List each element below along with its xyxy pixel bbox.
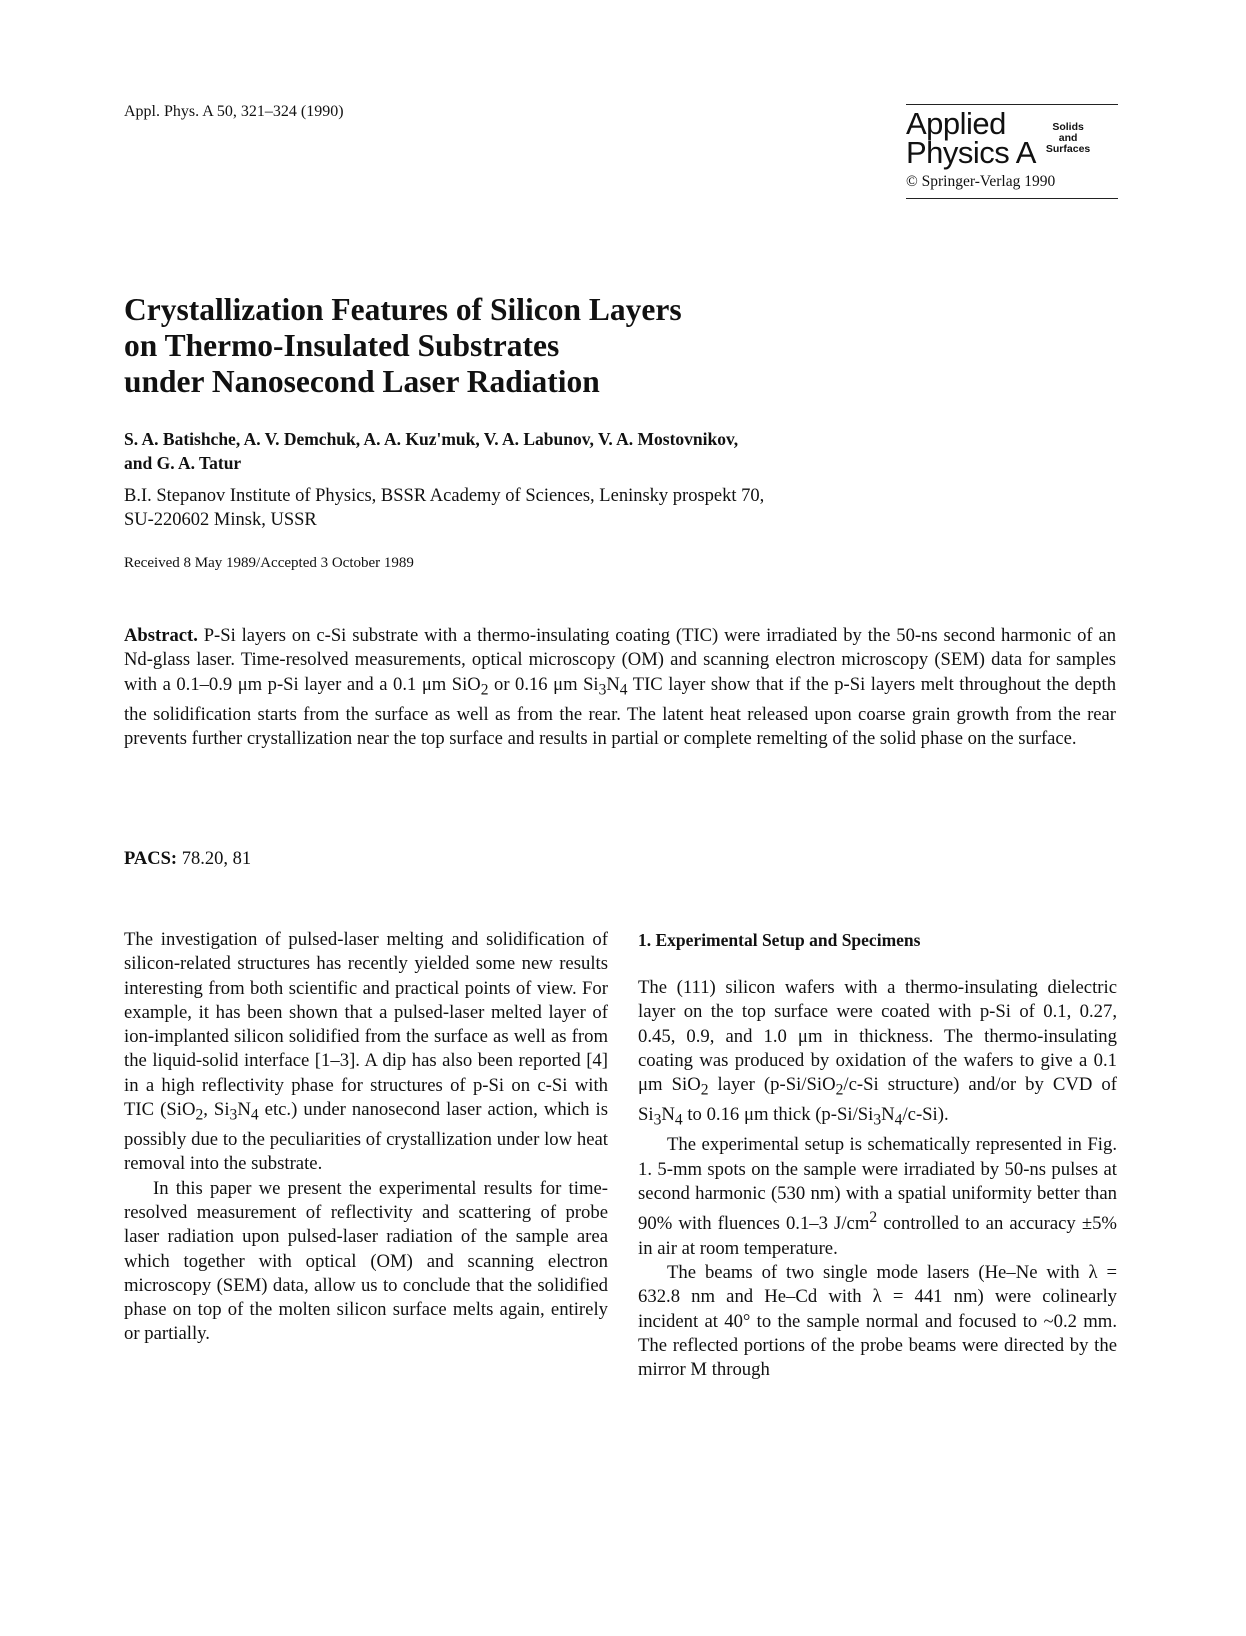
pacs-codes: PACS: 78.20, 81 xyxy=(124,849,252,869)
intro-paragraph-2: In this paper we present the experimental results for time-resolved measurement of reflectivity and scattering of probe laser radiation upon pulsed-laser radiation of the sample area which together with optical (OM) and scanning electron microscopy (SEM) data, allow us to conclude that the solidified phase on top of the molten silicon surface melts again, entirely or partially. xyxy=(124,1177,608,1345)
section-heading: 1. Experimental Setup and Specimens xyxy=(638,930,921,950)
received-date: Received 8 May 1989/Accepted 3 October 1989 xyxy=(124,555,414,571)
journal-logo-title: Applied Physics A xyxy=(906,106,1036,170)
intro-paragraph-1: The investigation of pulsed-laser melting and solidification of silicon-related structures has recently yielded some new results interesting from both scientific and practical points of view. For example, it has been shown that a pulsed-laser melted layer of ion-implanted silicon solidified from the surface as well as from the liquid-solid interface [1–3]. A dip has also been reported [4] in a high reflectivity phase for structures of p-Si on c-Si with TIC (SiO$_2$, $Si_3N_4$ etc.) under nanosecond laser action, which is possibly due to the peculiarities of crystallization under low heat removal into the substrate. xyxy=(124,929,609,1175)
masthead-rule-bottom xyxy=(906,198,1118,199)
copyright-notice: © Springer-Verlag 1990 xyxy=(906,173,1056,190)
author-list: S. A. Batishche, A. V. Demchuk, A. A. Kuz'muk, V. A. Labunov, V. A. Mostovnikov, and G. A. Tatur xyxy=(124,429,739,473)
body-column-left xyxy=(124,928,608,1347)
paper-title: Crystallization Features of Silicon Layers on Thermo-Insulated Substrates under Nanosecond Laser Radiation xyxy=(124,292,682,399)
body-column-right xyxy=(638,928,1117,1382)
journal-citation: Appl. Phys. A 50, 321–324 (1990) xyxy=(124,103,344,120)
setup-paragraph-3: The beams of two single mode lasers (He–Ne with λ = 632.8 nm and He–Cd with λ = 441 nm) were colinearly incident at 40° to the sample normal and focused to ~0.2 mm. The reflected portions of the probe beams were directed by the mirror M through xyxy=(638,1261,1117,1381)
journal-logo xyxy=(906,106,1118,170)
abstract-label: Abstract. xyxy=(124,625,198,646)
affiliation: B.I. Stepanov Institute of Physics, BSSR Academy of Sciences, Leninsky prospekt 70, SU-220602 Minsk, USSR xyxy=(124,486,765,530)
journal-logo-subtitle: Solids and Surfaces xyxy=(1045,120,1091,155)
masthead-rule-top xyxy=(906,104,1118,105)
abstract: Abstract. P-Si layers on c-Si substrate with a thermo-insulating coating (TIC) were irradiated by the 50-ns second harmonic of an Nd-glass laser. Time-resolved measurements, optical microscopy (OM) and scanning electron microscopy (SEM) data for samples with a 0.1–0.9 μm p-Si layer and a 0.1 μm SiO$_2$ or 0.16 μm $Si_3N_4$ TIC layer show that if the p-Si layers melt throughout the depth the solidification starts from the surface as well as from the rear. The latent heat released upon coarse grain growth from the rear prevents further crystallization near the top surface and results in partial or complete remelting of the solid phase on the surface. xyxy=(124,625,1116,750)
pacs-label: PACS: xyxy=(124,849,178,869)
setup-paragraph-2: The experimental setup is schematically represented in Fig. 1. 5-mm spots on the sample were irradiated by 50-ns pulses at second harmonic (530 nm) with a spatial uniformity better than 90% with fluences 0.1–3 $J/cm^2$ controlled to an accuracy ±5% in air at room temperature. xyxy=(638,1134,1117,1259)
journal-masthead xyxy=(906,104,1118,199)
setup-paragraph-1: The (111) silicon wafers with a thermo-insulating dielectric layer on the top surface were coated with p-Si of 0.1, 0.27, 0.45, 0.9, and 1.0 μm in thickness. The thermo-insulating coating was produced by oxidation of the wafers to give a 0.1 μm SiO$_2$ layer (p-Si/SiO$_2$/c-Si structure) and/or by CVD of $Si_3N_4$ to 0.16 μm thick $(p-Si/Si_3N_4/c-Si)$. xyxy=(638,977,1117,1129)
